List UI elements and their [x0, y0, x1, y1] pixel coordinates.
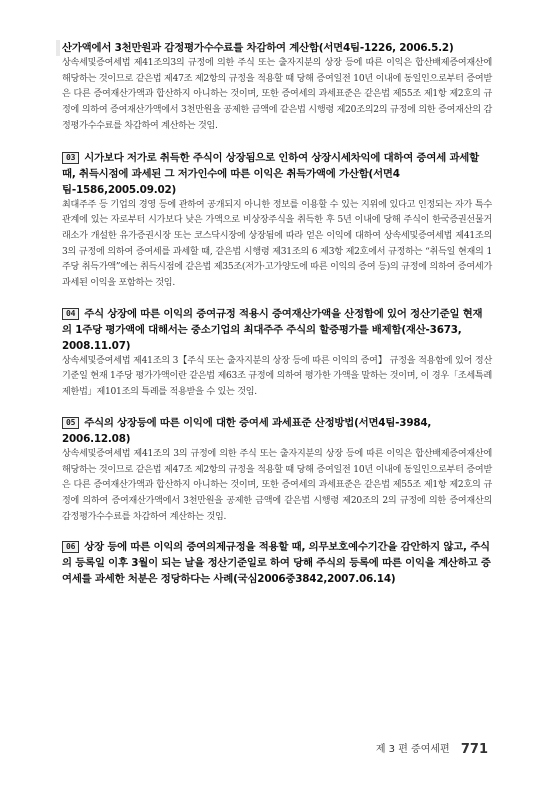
section-04-body: 상속세및증여세법 제41조의 3【주식 또는 출자지분의 상장 등에 따른 이익의 증여】 규정을 적용함에 있어 정산기준일 현재 1주당 평가가액이란 같은법 제63조 규정에 의하여 평가한 가액을 말하는 것이며, 이 경우「조세특례제한법」제101조의 특례를 적용받을 수 있는 것임. — [62, 355, 492, 398]
section-1 — [62, 40, 492, 135]
section-03-heading: 시가보다 저가로 취득한 주식이 상장됨으로 인하여 상장시세차익에 대하여 증여세 과세할 때, 취득시점에 과세된 그 저가인수에 따른 이익은 취득가액에 가산함(서면4팀-1586,2005.09.02) — [62, 151, 479, 196]
page-number: 771 — [460, 742, 488, 757]
section-05-heading: 주식의 상장등에 따른 이익에 대한 증여세 과세표준 산정방법(서면4팀-3984, 2006.12.08) — [62, 416, 432, 445]
section-1-body: 상속세및증여세법 제41조의3의 규정에 의한 주식 또는 출자지분의 상장 등에 따른 이익은 합산배제증여재산에 해당하는 것이므로 같은법 제47조 제2항의 규정을 적용할 때 당해 증여일전 10년 이내에 동일인으로부터 증여받은 다른 증여재산가액과 합산하지 아니하는 것이며, 또한 증여세의 과세표준은 같은법 제55조 제1항 제2호의 규정에 의하여 증여재산가액에서 3천만원을 공제한 금액에 같은법 시행령 제20조의2의 규정에 의한 증여재산의 감정평가수수료를 차감하여 계산하는 것임. — [62, 58, 492, 131]
section-03 — [62, 150, 492, 292]
section-06 — [62, 539, 492, 587]
footer-part-title: 제 3 편 증여세편 — [375, 744, 450, 755]
section-03-number-badge: 03 — [62, 152, 79, 164]
section-06-heading: 상장 등에 따른 이익의 증여의제규정을 적용할 때, 의무보호예수기간을 감안하지 않고, 주식의 등록일 이후 3월이 되는 날을 정산기준일로 하여 당해 주식의 등록에 따른 이익을 계산하고 증여세를 과세한 처분은 정당하다는 사례(국심2006중3842,2007.06.14) — [62, 541, 491, 586]
section-05-body: 상속세및증여세법 제41조의 3의 규정에 의한 주식 또는 출자지분의 상장 등에 따른 이익은 합산배제증여재산에 해당하는 것이므로 같은법 제47조 제2항의 규정을 적용할 때 당해 증여일전 10년 이내에 동일인으로부터 증여받은 다른 증여재산가액과 합산하지 아니하는 것이며, 또한 증여세의 과세표준은 같은법 제55조 제1항 제2호의 규정에 의하여 증여재산가액에서 3천만원을 공제한 금액에 같은법 시행령 제20조의 2의 규정에 의한 증여재산의 감정평가수수료를 차감하여 계산하는 것임. — [62, 448, 492, 522]
section-05-number-badge: 05 — [62, 417, 79, 429]
section-06-heading-row — [62, 539, 492, 587]
section-03-body: 최대주주 등 기업의 경영 등에 관하여 공개되지 아니한 정보를 이용할 수 있는 지위에 있다고 인정되는 자가 특수관계에 있는 자로부터 시가보다 낮은 가액으로 비상장주식을 취득한 후 5년 이내에 당해 주식이 한국증권선물거래소가 개설한 유가증권시장 또는 코스닥시장에 상장됨에 따라 얻은 이익에 대하여 상속세및증여세법 제41조의 3의 규정에 의하여 증여세를 과세할 때, 같은법 시행령 제31조의 6 제3항 제2호에서 규정하는 “취득일 현재의 1주당 취득가액”에는 취득시점에 같은법 제35조(저가·고가양도에 따른 이익의 증여 등)의 규정에 의하여 증여세가 과세된 이익을 포함하는 것임. — [62, 199, 492, 289]
section-04-heading: 주식 상장에 따른 이익의 증여규정 적용시 증여재산가액을 산정함에 있어 정산기준일 현재의 1주당 평가액에 대해서는 중소기업의 최대주주 주식의 할증평가를 배제함(재산-3673, 2008.11.07) — [62, 307, 483, 352]
section-04-heading-row — [62, 306, 492, 354]
section-05-heading-row — [62, 415, 492, 447]
section-06-number-badge: 06 — [62, 541, 79, 553]
document-page — [62, 40, 492, 601]
section-05 — [62, 415, 492, 526]
section-1-heading: 산가액에서 3천만원과 감정평가수수료를 차감하여 계산함(서면4팀-1226, 2006.5.2) — [56, 40, 492, 56]
section-04-number-badge: 04 — [62, 308, 79, 320]
page-footer — [376, 740, 488, 757]
section-03-heading-row — [62, 150, 492, 198]
section-04 — [62, 306, 492, 401]
